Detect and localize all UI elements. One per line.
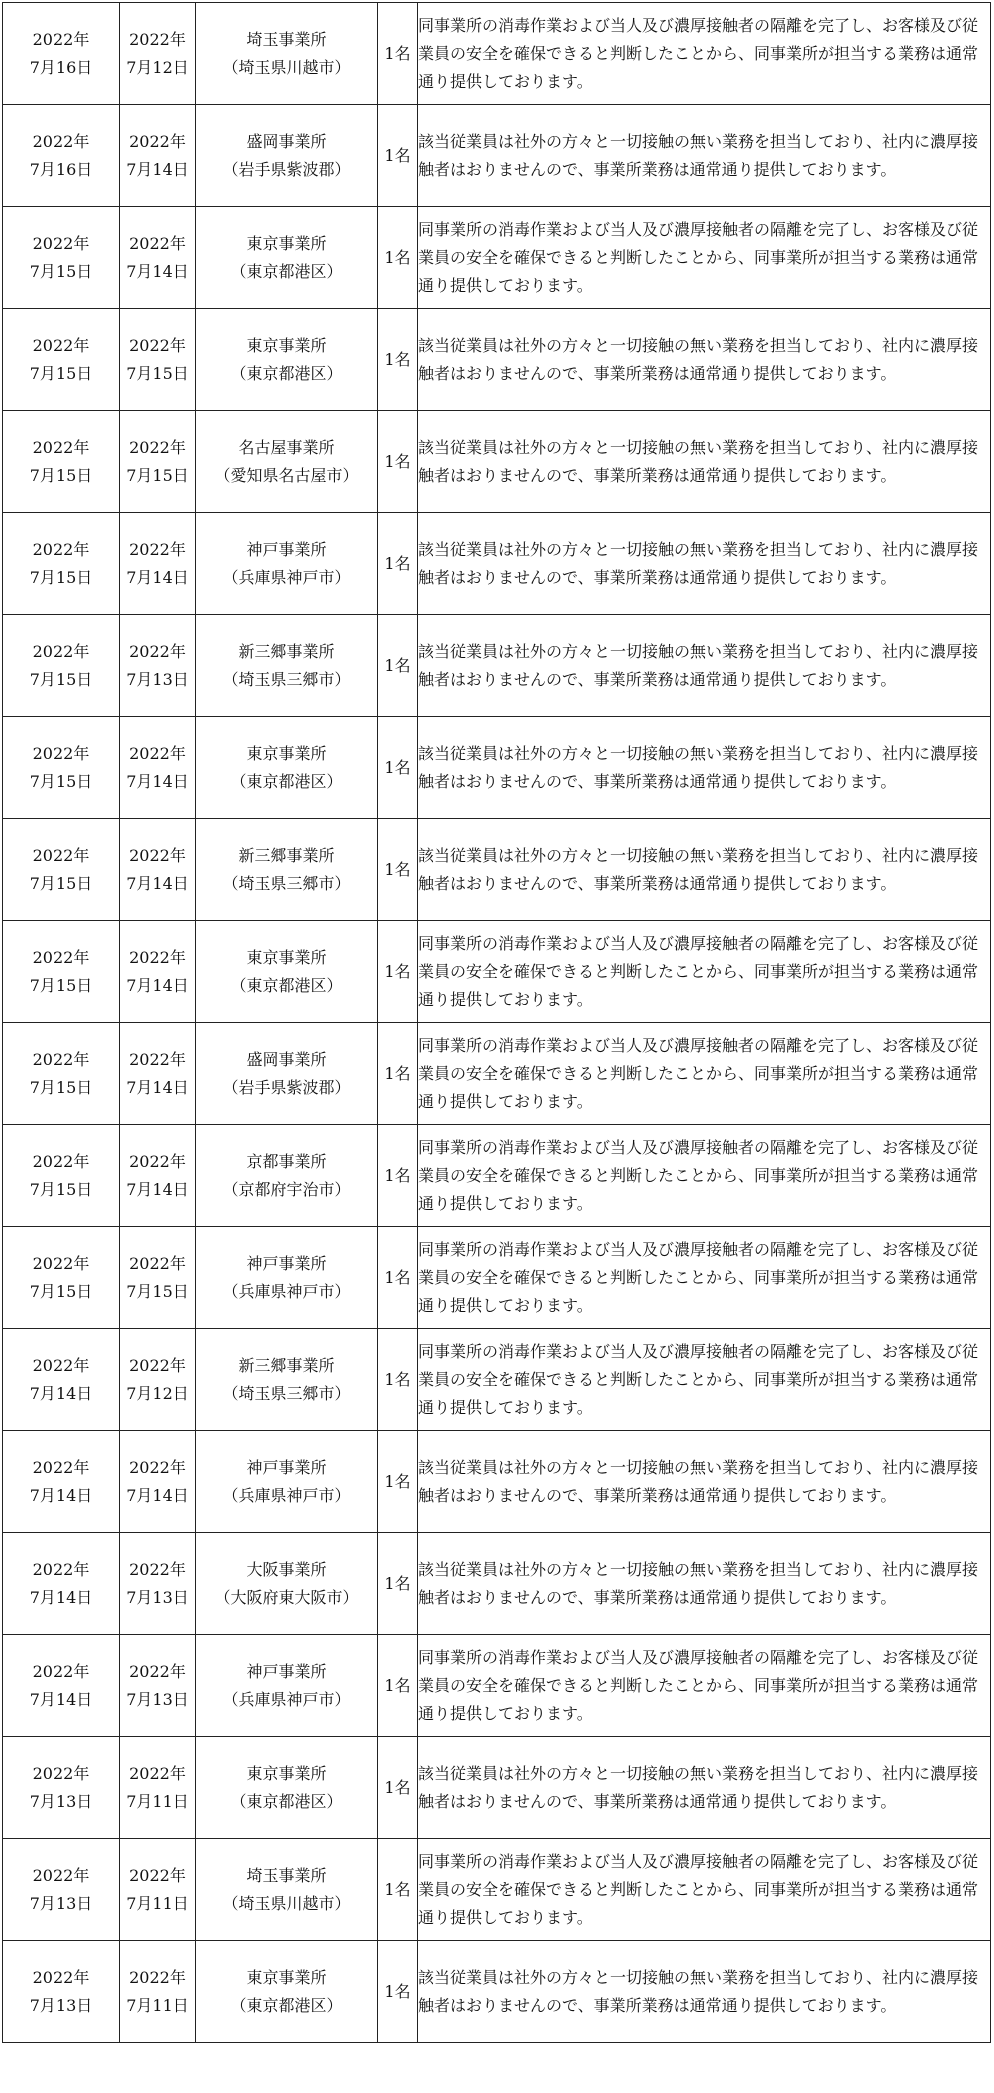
table-row xyxy=(3,1839,991,1941)
count-cell: 1名 xyxy=(378,207,418,309)
status-note-cell: 該当従業員は社外の方々と一切接触の無い業務を担当しており、社内に濃厚接触者はおりませんので、事業所業務は通常通り提供しております。 xyxy=(418,411,991,513)
status-note-cell: 該当従業員は社外の方々と一切接触の無い業務を担当しており、社内に濃厚接触者はおりませんので、事業所業務は通常通り提供しております。 xyxy=(418,1533,991,1635)
onset-date-year: 2022年 xyxy=(129,1865,186,1885)
office-cell xyxy=(196,1329,378,1431)
report-date-cell xyxy=(3,1329,120,1431)
status-note-cell: 同事業所の消毒作業および当人及び濃厚接触者の隔離を完了し、お客様及び従業員の安全を確保できると判断したことから、同事業所が担当する業務は通常通り提供しております。 xyxy=(418,1329,991,1431)
report-date-day: 7月15日 xyxy=(29,771,93,791)
count-cell: 1名 xyxy=(378,3,418,105)
status-note-cell: 同事業所の消毒作業および当人及び濃厚接触者の隔離を完了し、お客様及び従業員の安全を確保できると判断したことから、同事業所が担当する業務は通常通り提供しております。 xyxy=(418,1125,991,1227)
table-row xyxy=(3,921,991,1023)
onset-date-cell xyxy=(120,207,196,309)
table-row xyxy=(3,105,991,207)
report-date-day: 7月14日 xyxy=(29,1587,93,1607)
onset-date-cell xyxy=(120,1737,196,1839)
onset-date-year: 2022年 xyxy=(129,1049,186,1069)
onset-date-year: 2022年 xyxy=(129,743,186,763)
table-row xyxy=(3,819,991,921)
status-note-cell: 該当従業員は社外の方々と一切接触の無い業務を担当しており、社内に濃厚接触者はおりませんので、事業所業務は通常通り提供しております。 xyxy=(418,105,991,207)
office-cell xyxy=(196,1023,378,1125)
report-date-day: 7月15日 xyxy=(29,873,93,893)
office-location: （兵庫県神戸市） xyxy=(222,1281,351,1301)
onset-date-cell xyxy=(120,105,196,207)
onset-date-day: 7月11日 xyxy=(126,1791,189,1811)
onset-date-year: 2022年 xyxy=(129,641,186,661)
office-location: （兵庫県神戸市） xyxy=(222,1689,351,1709)
onset-date-day: 7月14日 xyxy=(126,873,189,893)
office-cell xyxy=(196,3,378,105)
office-location: （兵庫県神戸市） xyxy=(222,567,351,587)
report-date-cell xyxy=(3,411,120,513)
onset-date-year: 2022年 xyxy=(129,1355,186,1375)
report-date-year: 2022年 xyxy=(32,29,90,49)
office-cell xyxy=(196,1839,378,1941)
onset-date-year: 2022年 xyxy=(129,131,186,151)
report-date-day: 7月16日 xyxy=(29,57,93,77)
status-note-cell: 該当従業員は社外の方々と一切接触の無い業務を担当しており、社内に濃厚接触者はおりませんので、事業所業務は通常通り提供しております。 xyxy=(418,717,991,819)
report-date-cell xyxy=(3,3,120,105)
office-cell xyxy=(196,1941,378,2043)
onset-date-day: 7月12日 xyxy=(126,1383,189,1403)
office-cell xyxy=(196,717,378,819)
office-cell xyxy=(196,1533,378,1635)
count-cell: 1名 xyxy=(378,1941,418,2043)
status-note-cell: 同事業所の消毒作業および当人及び濃厚接触者の隔離を完了し、お客様及び従業員の安全を確保できると判断したことから、同事業所が担当する業務は通常通り提供しております。 xyxy=(418,921,991,1023)
office-location: （岩手県紫波郡） xyxy=(222,1077,351,1097)
report-date-year: 2022年 xyxy=(32,947,90,967)
onset-date-year: 2022年 xyxy=(129,335,186,355)
office-cell xyxy=(196,309,378,411)
office-name: 京都事業所 xyxy=(246,1151,327,1171)
report-date-year: 2022年 xyxy=(32,641,90,661)
report-date-day: 7月15日 xyxy=(29,465,93,485)
status-note-cell: 該当従業員は社外の方々と一切接触の無い業務を担当しており、社内に濃厚接触者はおりませんので、事業所業務は通常通り提供しております。 xyxy=(418,1737,991,1839)
count-cell: 1名 xyxy=(378,615,418,717)
office-name: 埼玉事業所 xyxy=(246,1865,327,1885)
table-row xyxy=(3,1023,991,1125)
report-date-cell xyxy=(3,1839,120,1941)
report-date-year: 2022年 xyxy=(32,1763,90,1783)
onset-date-day: 7月14日 xyxy=(126,771,189,791)
report-date-year: 2022年 xyxy=(32,1559,90,1579)
onset-date-year: 2022年 xyxy=(129,1661,186,1681)
report-date-day: 7月15日 xyxy=(29,1281,93,1301)
office-location: （京都府宇治市） xyxy=(222,1179,351,1199)
status-note-cell: 該当従業員は社外の方々と一切接触の無い業務を担当しており、社内に濃厚接触者はおりませんので、事業所業務は通常通り提供しております。 xyxy=(418,1941,991,2043)
report-date-year: 2022年 xyxy=(32,539,90,559)
onset-date-year: 2022年 xyxy=(129,1967,186,1987)
report-date-day: 7月15日 xyxy=(29,261,93,281)
onset-date-day: 7月14日 xyxy=(126,1077,189,1097)
office-cell xyxy=(196,1125,378,1227)
onset-date-day: 7月14日 xyxy=(126,975,189,995)
count-cell: 1名 xyxy=(378,1125,418,1227)
count-cell: 1名 xyxy=(378,1227,418,1329)
report-date-cell xyxy=(3,819,120,921)
table-row xyxy=(3,1533,991,1635)
onset-date-year: 2022年 xyxy=(129,845,186,865)
report-date-day: 7月15日 xyxy=(29,669,93,689)
report-date-day: 7月15日 xyxy=(29,975,93,995)
count-cell: 1名 xyxy=(378,105,418,207)
office-cell xyxy=(196,819,378,921)
office-location: （兵庫県神戸市） xyxy=(222,1485,351,1505)
count-cell: 1名 xyxy=(378,309,418,411)
onset-date-cell xyxy=(120,411,196,513)
office-cell xyxy=(196,207,378,309)
report-date-day: 7月16日 xyxy=(29,159,93,179)
onset-date-cell xyxy=(120,819,196,921)
report-date-cell xyxy=(3,615,120,717)
office-name: 神戸事業所 xyxy=(246,1253,327,1273)
status-note-cell: 該当従業員は社外の方々と一切接触の無い業務を担当しており、社内に濃厚接触者はおりませんので、事業所業務は通常通り提供しております。 xyxy=(418,1431,991,1533)
report-date-cell xyxy=(3,1227,120,1329)
office-location: （東京都港区） xyxy=(230,771,343,791)
report-date-year: 2022年 xyxy=(32,1355,90,1375)
onset-date-cell xyxy=(120,3,196,105)
onset-date-cell xyxy=(120,1431,196,1533)
count-cell: 1名 xyxy=(378,1737,418,1839)
office-name: 東京事業所 xyxy=(246,1763,327,1783)
report-date-cell xyxy=(3,1533,120,1635)
office-name: 東京事業所 xyxy=(246,1967,327,1987)
report-date-year: 2022年 xyxy=(32,1661,90,1681)
onset-date-cell xyxy=(120,1635,196,1737)
office-location: （東京都港区） xyxy=(230,1791,343,1811)
office-cell xyxy=(196,105,378,207)
report-date-year: 2022年 xyxy=(32,1049,90,1069)
report-date-cell xyxy=(3,1737,120,1839)
count-cell: 1名 xyxy=(378,1635,418,1737)
report-date-year: 2022年 xyxy=(32,1457,90,1477)
table-row xyxy=(3,1635,991,1737)
status-note-cell: 該当従業員は社外の方々と一切接触の無い業務を担当しており、社内に濃厚接触者はおりませんので、事業所業務は通常通り提供しております。 xyxy=(418,309,991,411)
onset-date-day: 7月14日 xyxy=(126,1485,189,1505)
report-date-day: 7月13日 xyxy=(29,1995,93,2015)
onset-date-day: 7月14日 xyxy=(126,1179,189,1199)
office-name: 大阪事業所 xyxy=(246,1559,327,1579)
status-note-cell: 同事業所の消毒作業および当人及び濃厚接触者の隔離を完了し、お客様及び従業員の安全を確保できると判断したことから、同事業所が担当する業務は通常通り提供しております。 xyxy=(418,1227,991,1329)
status-note-cell: 同事業所の消毒作業および当人及び濃厚接触者の隔離を完了し、お客様及び従業員の安全を確保できると判断したことから、同事業所が担当する業務は通常通り提供しております。 xyxy=(418,1023,991,1125)
office-location: （埼玉県三郷市） xyxy=(222,1383,351,1403)
table-row xyxy=(3,717,991,819)
office-name: 盛岡事業所 xyxy=(246,131,327,151)
office-cell xyxy=(196,1431,378,1533)
office-cell xyxy=(196,921,378,1023)
office-cell xyxy=(196,411,378,513)
office-name: 新三郷事業所 xyxy=(238,641,335,661)
onset-date-day: 7月15日 xyxy=(126,1281,189,1301)
status-note-cell: 同事業所の消毒作業および当人及び濃厚接触者の隔離を完了し、お客様及び従業員の安全を確保できると判断したことから、同事業所が担当する業務は通常通り提供しております。 xyxy=(418,1635,991,1737)
count-cell: 1名 xyxy=(378,1329,418,1431)
report-date-cell xyxy=(3,105,120,207)
onset-date-cell xyxy=(120,1533,196,1635)
office-location: （埼玉県三郷市） xyxy=(222,873,351,893)
onset-date-day: 7月15日 xyxy=(126,363,189,383)
onset-date-cell xyxy=(120,1329,196,1431)
onset-date-cell xyxy=(120,717,196,819)
report-date-year: 2022年 xyxy=(32,131,90,151)
table-row xyxy=(3,513,991,615)
office-location: （埼玉県川越市） xyxy=(222,1893,351,1913)
table-row xyxy=(3,309,991,411)
report-date-day: 7月13日 xyxy=(29,1791,93,1811)
onset-date-year: 2022年 xyxy=(129,539,186,559)
onset-date-year: 2022年 xyxy=(129,1559,186,1579)
status-note-cell: 該当従業員は社外の方々と一切接触の無い業務を担当しており、社内に濃厚接触者はおりませんので、事業所業務は通常通り提供しております。 xyxy=(418,615,991,717)
status-note-cell: 同事業所の消毒作業および当人及び濃厚接触者の隔離を完了し、お客様及び従業員の安全を確保できると判断したことから、同事業所が担当する業務は通常通り提供しております。 xyxy=(418,3,991,105)
table-row xyxy=(3,615,991,717)
onset-date-day: 7月13日 xyxy=(126,1689,189,1709)
status-note-cell: 該当従業員は社外の方々と一切接触の無い業務を担当しており、社内に濃厚接触者はおりませんので、事業所業務は通常通り提供しております。 xyxy=(418,513,991,615)
office-name: 埼玉事業所 xyxy=(246,29,327,49)
table-row xyxy=(3,3,991,105)
count-cell: 1名 xyxy=(378,717,418,819)
office-name: 東京事業所 xyxy=(246,233,327,253)
office-name: 東京事業所 xyxy=(246,743,327,763)
count-cell: 1名 xyxy=(378,1431,418,1533)
count-cell: 1名 xyxy=(378,1533,418,1635)
office-name: 東京事業所 xyxy=(246,335,327,355)
office-name: 新三郷事業所 xyxy=(238,845,335,865)
report-date-cell xyxy=(3,921,120,1023)
status-note-cell: 該当従業員は社外の方々と一切接触の無い業務を担当しており、社内に濃厚接触者はおりませんので、事業所業務は通常通り提供しております。 xyxy=(418,819,991,921)
report-date-day: 7月14日 xyxy=(29,1485,93,1505)
onset-date-cell xyxy=(120,1125,196,1227)
report-date-cell xyxy=(3,1941,120,2043)
count-cell: 1名 xyxy=(378,819,418,921)
office-location: （東京都港区） xyxy=(230,975,343,995)
onset-date-day: 7月14日 xyxy=(126,567,189,587)
onset-date-day: 7月11日 xyxy=(126,1893,189,1913)
onset-date-year: 2022年 xyxy=(129,1151,186,1171)
onset-date-day: 7月13日 xyxy=(126,669,189,689)
office-location: （大阪府東大阪市） xyxy=(214,1587,359,1607)
office-cell xyxy=(196,615,378,717)
onset-date-year: 2022年 xyxy=(129,437,186,457)
onset-date-year: 2022年 xyxy=(129,947,186,967)
onset-date-year: 2022年 xyxy=(129,1763,186,1783)
office-location: （東京都港区） xyxy=(230,1995,343,2015)
count-cell: 1名 xyxy=(378,411,418,513)
status-note-cell: 同事業所の消毒作業および当人及び濃厚接触者の隔離を完了し、お客様及び従業員の安全を確保できると判断したことから、同事業所が担当する業務は通常通り提供しております。 xyxy=(418,207,991,309)
report-date-year: 2022年 xyxy=(32,743,90,763)
onset-date-year: 2022年 xyxy=(129,1253,186,1273)
office-location: （埼玉県川越市） xyxy=(222,57,351,77)
report-date-cell xyxy=(3,1023,120,1125)
count-cell: 1名 xyxy=(378,513,418,615)
report-date-cell xyxy=(3,207,120,309)
onset-date-cell xyxy=(120,1941,196,2043)
onset-date-cell xyxy=(120,921,196,1023)
count-cell: 1名 xyxy=(378,1023,418,1125)
infection-report-table xyxy=(2,2,991,2043)
onset-date-day: 7月13日 xyxy=(126,1587,189,1607)
onset-date-cell xyxy=(120,1023,196,1125)
office-name: 名古屋事業所 xyxy=(238,437,335,457)
table-row xyxy=(3,411,991,513)
report-date-year: 2022年 xyxy=(32,1253,90,1273)
report-date-day: 7月14日 xyxy=(29,1689,93,1709)
office-name: 盛岡事業所 xyxy=(246,1049,327,1069)
report-date-year: 2022年 xyxy=(32,233,90,253)
table-row xyxy=(3,207,991,309)
report-date-year: 2022年 xyxy=(32,1151,90,1171)
report-date-year: 2022年 xyxy=(32,1865,90,1885)
report-date-cell xyxy=(3,309,120,411)
onset-date-cell xyxy=(120,615,196,717)
office-name: 東京事業所 xyxy=(246,947,327,967)
count-cell: 1名 xyxy=(378,921,418,1023)
onset-date-day: 7月12日 xyxy=(126,57,189,77)
onset-date-year: 2022年 xyxy=(129,1457,186,1477)
onset-date-cell xyxy=(120,309,196,411)
report-date-year: 2022年 xyxy=(32,437,90,457)
report-date-day: 7月15日 xyxy=(29,363,93,383)
onset-date-year: 2022年 xyxy=(129,233,186,253)
report-date-year: 2022年 xyxy=(32,1967,90,1987)
report-date-cell xyxy=(3,513,120,615)
table-row xyxy=(3,1431,991,1533)
office-cell xyxy=(196,1635,378,1737)
office-name: 神戸事業所 xyxy=(246,1457,327,1477)
onset-date-day: 7月14日 xyxy=(126,159,189,179)
report-date-year: 2022年 xyxy=(32,335,90,355)
report-date-cell xyxy=(3,1431,120,1533)
table-row xyxy=(3,1227,991,1329)
onset-date-day: 7月15日 xyxy=(126,465,189,485)
report-date-day: 7月15日 xyxy=(29,1077,93,1097)
office-name: 神戸事業所 xyxy=(246,539,327,559)
onset-date-cell xyxy=(120,1227,196,1329)
office-cell xyxy=(196,1737,378,1839)
report-date-day: 7月15日 xyxy=(29,567,93,587)
report-date-day: 7月13日 xyxy=(29,1893,93,1913)
onset-date-year: 2022年 xyxy=(129,29,186,49)
table-row xyxy=(3,1941,991,2043)
report-date-cell xyxy=(3,1635,120,1737)
table-row xyxy=(3,1125,991,1227)
office-name: 新三郷事業所 xyxy=(238,1355,335,1375)
report-date-cell xyxy=(3,717,120,819)
office-cell xyxy=(196,513,378,615)
office-location: （東京都港区） xyxy=(230,363,343,383)
office-location: （埼玉県三郷市） xyxy=(222,669,351,689)
count-cell: 1名 xyxy=(378,1839,418,1941)
table-row xyxy=(3,1737,991,1839)
report-date-day: 7月15日 xyxy=(29,1179,93,1199)
office-location: （東京都港区） xyxy=(230,261,343,281)
report-date-cell xyxy=(3,1125,120,1227)
status-note-cell: 同事業所の消毒作業および当人及び濃厚接触者の隔離を完了し、お客様及び従業員の安全を確保できると判断したことから、同事業所が担当する業務は通常通り提供しております。 xyxy=(418,1839,991,1941)
office-location: （岩手県紫波郡） xyxy=(222,159,351,179)
report-date-day: 7月14日 xyxy=(29,1383,93,1403)
onset-date-day: 7月11日 xyxy=(126,1995,189,2015)
report-date-year: 2022年 xyxy=(32,845,90,865)
onset-date-cell xyxy=(120,513,196,615)
office-location: （愛知県名古屋市） xyxy=(214,465,359,485)
report-table-body xyxy=(3,3,991,2043)
office-name: 神戸事業所 xyxy=(246,1661,327,1681)
onset-date-cell xyxy=(120,1839,196,1941)
table-row xyxy=(3,1329,991,1431)
office-cell xyxy=(196,1227,378,1329)
onset-date-day: 7月14日 xyxy=(126,261,189,281)
